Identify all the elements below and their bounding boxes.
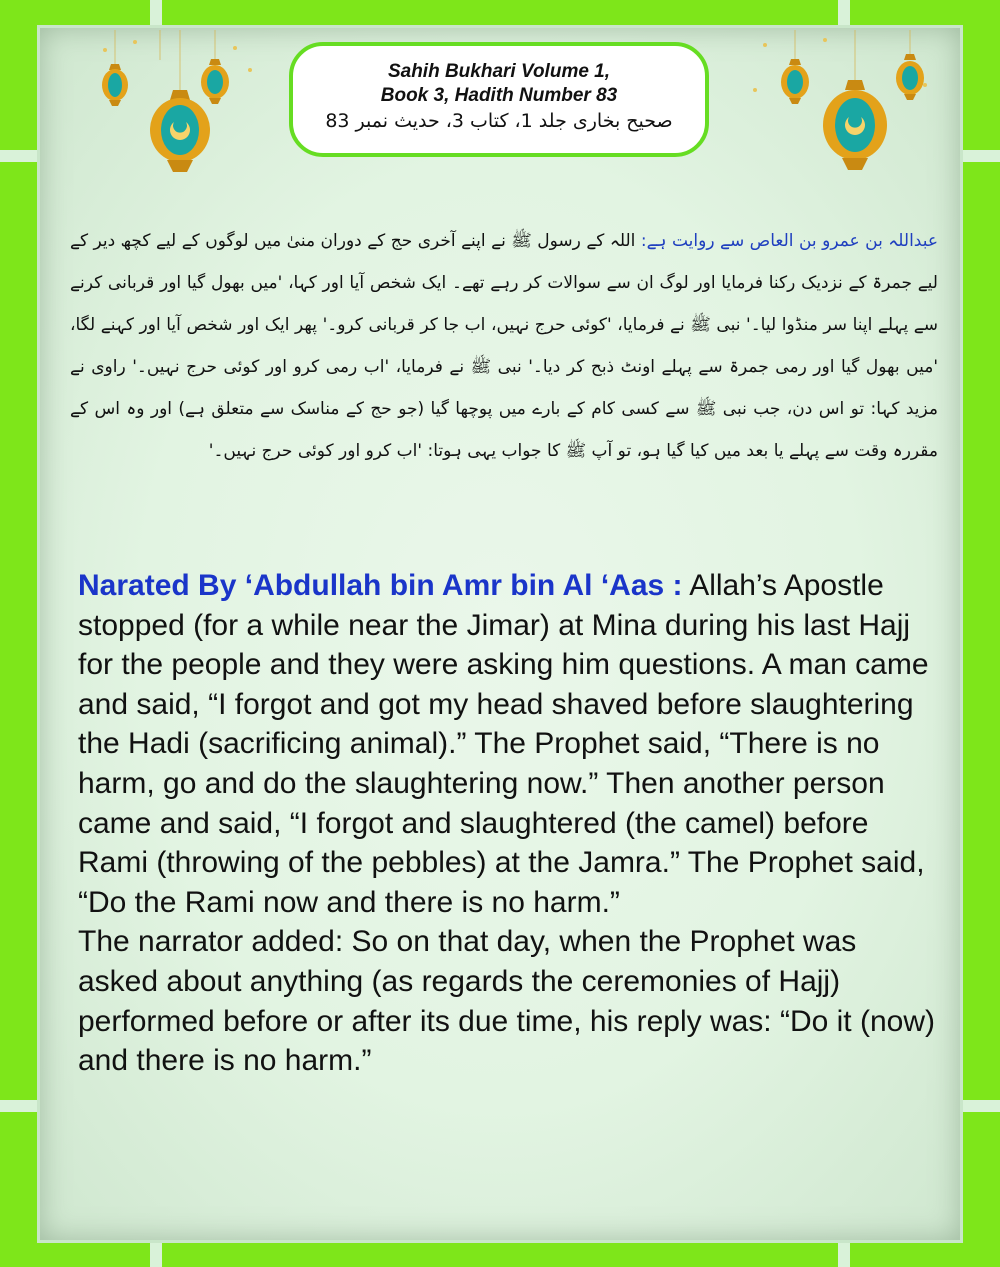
frame-notch: [0, 1100, 40, 1112]
frame-notch: [150, 1240, 162, 1267]
urdu-body: اللہ کے رسول ﷺ نے اپنے آخری حج کے دوران منیٰ میں لوگوں کے لیے کچھ دیر کے لیے جمرۃ کے نزدیک رکنا فرمایا اور لوگ ان سے سوالات کر رہے تھے۔ ایک شخص آیا اور کہا، 'میں بھول گیا اور قربانی کرنے سے پہلے اپنا سر منڈوا لیا۔' نبی ﷺ نے فرمایا، 'کوئی حرج نہیں، اب جا کر قربانی کرو۔' پھر ایک اور شخص آیا اور کہنے لگا، 'میں بھول گیا اور رمی جمرۃ سے پہلے اونٹ ذبح کر دیا۔' نبی ﷺ نے فرمایا، 'اب رمی کرو اور کوئی حرج نہیں۔' راوی نے مزید کہا: تو اس دن، جب نبی ﷺ سے کسی کام کے بارے میں پوچھا گیا (جو حج کے مناسک سے متعلق ہے) اور وہ اس کے مقررہ وقت سے پہلے یا بعد میں کیا گیا ہو، تو آپ ﷺ کا جواب یہی ہوتا: 'اب کرو اور کوئی حرج نہیں۔': [70, 231, 938, 461]
english-text: [78, 566, 938, 1081]
frame-notch: [838, 0, 850, 28]
lantern-icon-large: [150, 90, 210, 172]
lantern-icon-small-1: [102, 64, 128, 106]
lantern-icon-small-2: [201, 59, 229, 104]
lantern-icon: [75, 30, 275, 180]
title-english: [293, 60, 705, 108]
frame-notch: [960, 150, 1000, 162]
english-paragraph-1: [78, 566, 938, 922]
urdu-text: [70, 220, 938, 472]
frame-notch: [0, 150, 40, 162]
lantern-icon-small-1: [781, 59, 809, 104]
frame-notch: [150, 0, 162, 28]
lantern-icon-large: [823, 80, 887, 170]
english-narrator: Narated By ‘Abdullah bin Amr bin Al ‘Aas :: [78, 569, 683, 602]
urdu-narrator: عبداللہ بن عمرو بن العاص سے روایت ہے:: [640, 231, 938, 251]
title-box: [289, 42, 709, 157]
title-urdu: صحیح بخاری جلد 1، کتاب 3، حدیث نمبر 83: [325, 110, 673, 132]
lantern-icon-small-2: [896, 54, 924, 100]
frame-notch: [838, 1240, 850, 1267]
english-paragraph-2: The narrator added: So on that day, when the Prophet was asked about anything (as regards the ceremonies of Hajj) performed before or after its due time, his reply was: “Do it (now) and there is no harm.”: [78, 925, 935, 1078]
lantern-icon: [725, 30, 940, 185]
title-english-line1: Sahih Bukhari Volume 1,: [387, 61, 611, 82]
english-paragraph-1-text: Allah’s Apostle stopped (for a while near the Jimar) at Mina during his last Hajj for the people and they were asking him questions. A man came and said, “I forgot and got my head shaved before slaughtering the Hadi (sacrificing animal).” The Prophet said, “There is no harm, go and do the slaughtering now.” Then another person came and said, “I forgot and slaughtered (the camel) before Rami (throwing of the pebbles) at the Jamra.” The Prophet said, “Do the Rami now and there is no harm.”: [78, 569, 929, 919]
title-english-line2: Book 3, Hadith Number 83: [380, 85, 618, 106]
frame-notch: [960, 1100, 1000, 1112]
